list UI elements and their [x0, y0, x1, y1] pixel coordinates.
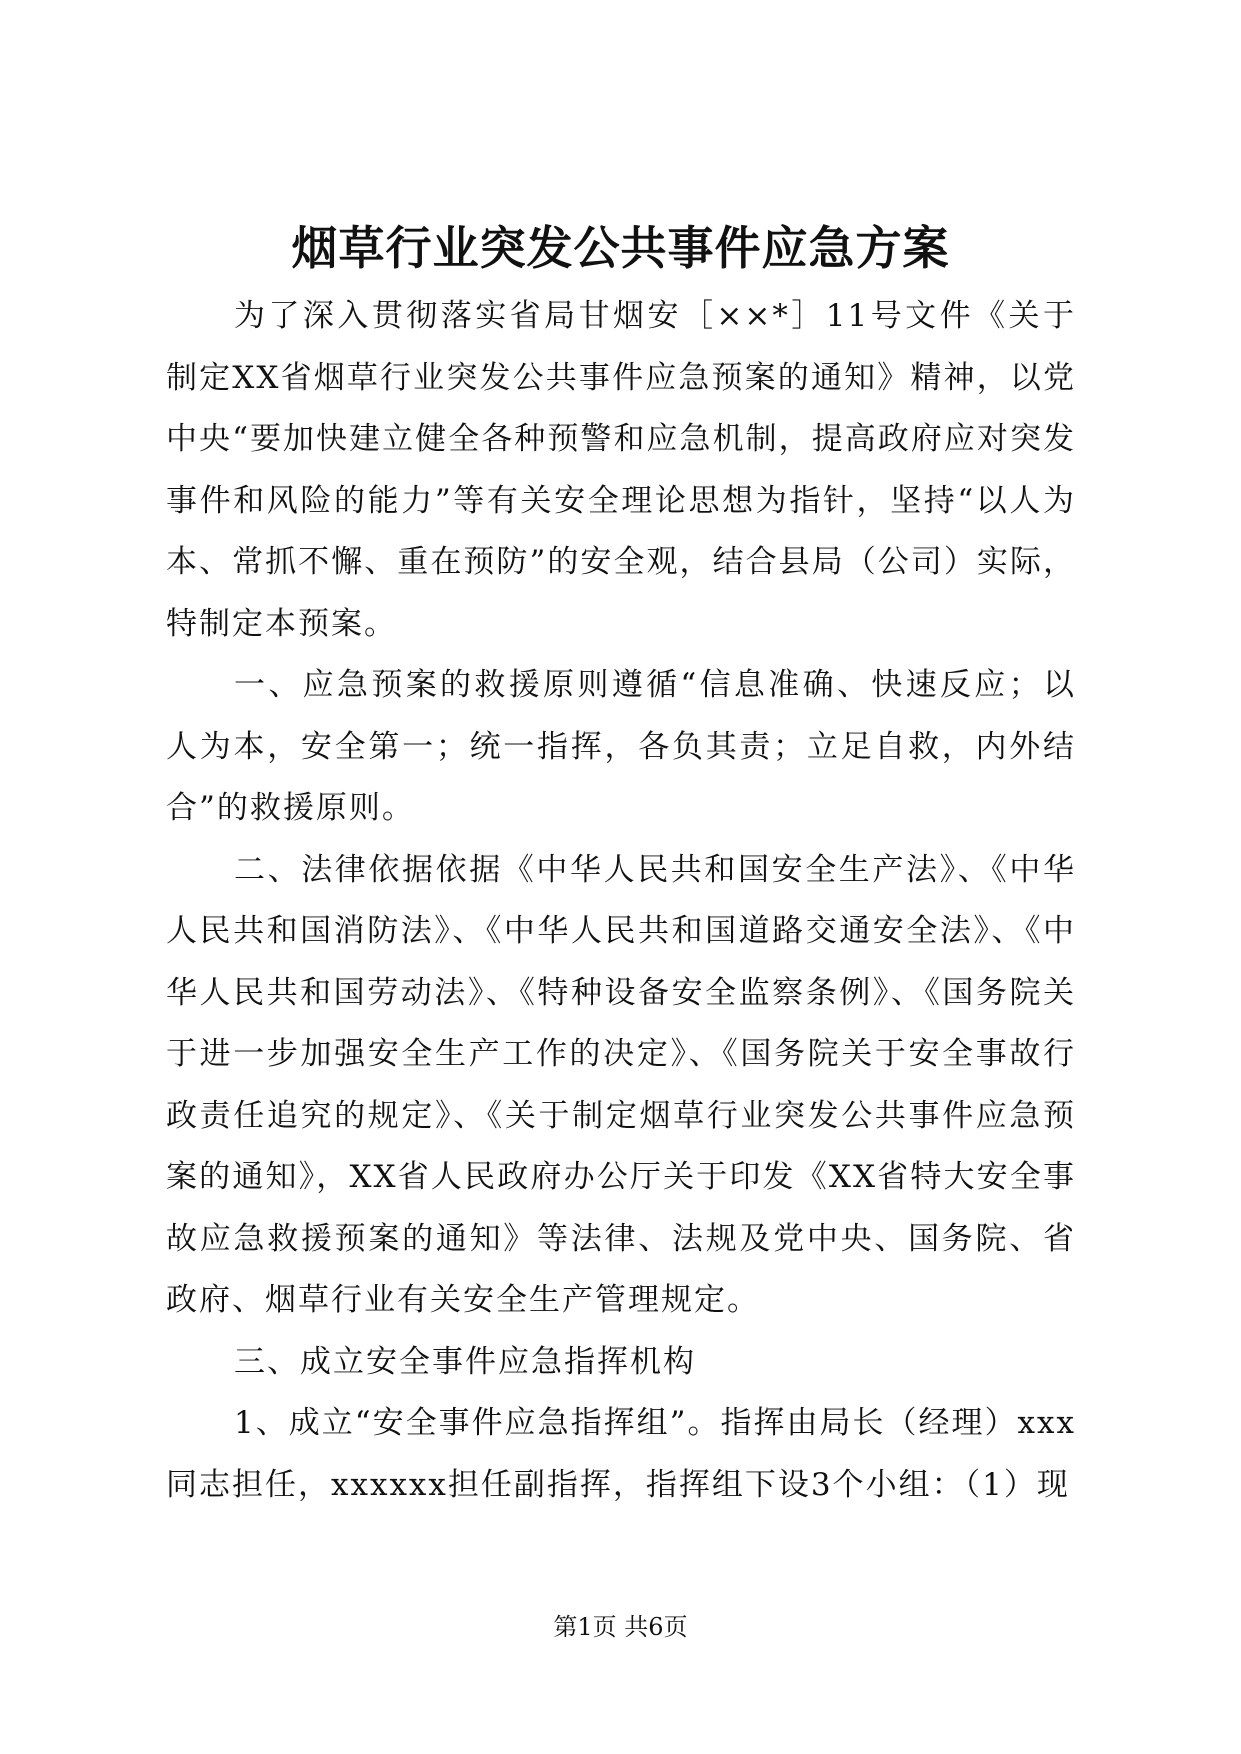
document-title: 烟草行业突发公共事件应急方案 — [291, 221, 950, 275]
paragraph-section-three-heading: 三、成立安全事件应急指挥机构 — [234, 1343, 696, 1380]
paragraph-principles: 一、应急预案的救援原则遵循“信息准确、快速反应；以人为本，安全第一；统一指挥，各负其责；立足自救，内外结合”的救援原则。 — [166, 667, 1076, 826]
paragraph-legal-basis: 二、法律依据依据《中华人民共和国安全生产法》、《中华人民共和国消防法》、《中华人民共和国道路交通安全法》、《中华人民共和国劳动法》、《特种设备安全监察条例》、《国务院关于进一步加强安全生产工作的决定》、《国务院关于安全事故行政责任追究的规定》、《关于制定烟草行业突发公共事件应急预案的通知》，XX省人民政府办公厅关于印发《XX省特大安全事故应急救援预案的通知》等法律、法规及党中央、国务院、省政府、烟草行业有关安全生产管理规定。 — [166, 851, 1076, 1318]
paragraph-command-group: 1、成立“安全事件应急指挥组”。指挥由局长（经理）xxx同志担任，xxxxxx担任副指挥，指挥组下设3个小组：（1）现 — [166, 1405, 1076, 1503]
document-body — [166, 286, 1076, 1516]
paragraph-intro: 为了深入贯彻落实省局甘烟安［××*］11号文件《关于制定XX省烟草行业突发公共事件应急预案的通知》精神，以党中央“要加快建立健全各种预警和应急机制，提高政府应对突发事件和风险的能力”等有关安全理论思想为指针，坚持“以人为本、常抓不懈、重在预防”的安全观，结合县局（公司）实际，特制定本预案。 — [166, 298, 1076, 642]
page-indicator: 第1页 共6页 — [553, 1613, 688, 1641]
